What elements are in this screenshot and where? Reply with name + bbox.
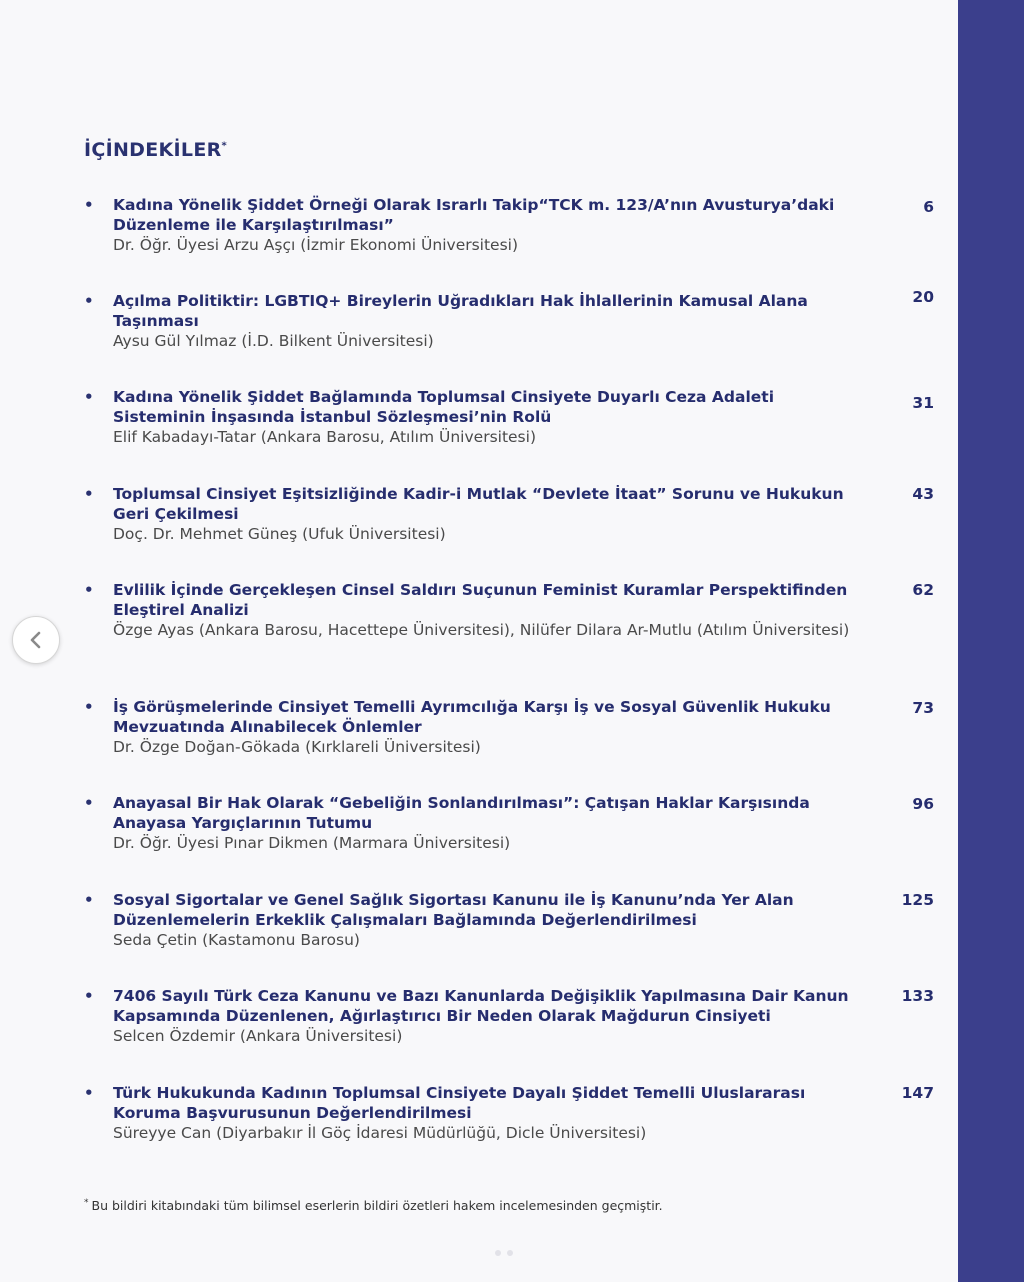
entry-author: Dr. Öğr. Üyesi Arzu Aşçı (İzmir Ekonomi Üniversitesi) [113, 236, 519, 254]
previous-slide-button[interactable] [12, 616, 60, 664]
entry-author: Özge Ayas (Ankara Barosu, Hacettepe Üniversitesi), Nilüfer Dilara Ar-Mutlu (Atılım Üniversitesi) [113, 621, 850, 639]
entry-author: Aysu Gül Yılmaz (İ.D. Bilkent Üniversitesi) [113, 332, 434, 350]
chevron-left-icon [26, 630, 46, 650]
entry-page-number: 43 [912, 485, 934, 503]
bullet-icon: • [84, 891, 94, 909]
bullet-icon: • [84, 794, 94, 812]
bullet-icon: • [84, 485, 94, 503]
entry-author: Süreyye Can (Diyarbakır İl Göç İdaresi Müdürlüğü, Dicle Üniversitesi) [113, 1124, 647, 1142]
entry-author: Doç. Dr. Mehmet Güneş (Ufuk Üniversitesi) [113, 525, 446, 543]
entry-title: Kadına Yönelik Şiddet Örneği Olarak Israrlı Takip“TCK m. 123/A’nın Avusturya’daki Düzenleme ile Karşılaştırılması” [113, 196, 835, 234]
bullet-icon: • [84, 581, 94, 599]
bullet-icon: • [84, 1084, 94, 1102]
footnote [84, 1193, 663, 1216]
entry-title: Türk Hukukunda Kadının Toplumsal Cinsiyete Dayalı Şiddet Temelli Uluslararası Koruma Başvurusunun Değerlendirilmesi [113, 1084, 806, 1122]
entry-title: Evlilik İçinde Gerçekleşen Cinsel Saldırı Suçunun Feminist Kuramlar Perspektifinden Eleştirel Analizi [113, 581, 848, 619]
entry-author: Seda Çetin (Kastamonu Barosu) [113, 931, 360, 949]
entry-title: Kadına Yönelik Şiddet Bağlamında Toplumsal Cinsiyete Duyarlı Ceza Adaleti Sisteminin İnşasında İstanbul Sözleşmesi’nin Rolü [113, 388, 775, 426]
entry-author: Selcen Özdemir (Ankara Üniversitesi) [113, 1027, 403, 1045]
entry-title: 7406 Sayılı Türk Ceza Kanunu ve Bazı Kanunlarda Değişiklik Yapılmasına Dair Kanun Kapsamında Düzenlenen, Ağırlaştırıcı Bir Neden Olarak Mağdurun Cinsiyeti [113, 987, 849, 1025]
entry-author: Elif Kabadayı-Tatar (Ankara Barosu, Atılım Üniversitesi) [113, 428, 536, 446]
entry-page-number: 62 [912, 581, 934, 599]
carousel-dots [495, 1250, 513, 1256]
entry-author: Dr. Öğr. Üyesi Pınar Dikmen (Marmara Üniversitesi) [113, 834, 511, 852]
entry-title: Açılma Politiktir: LGBTIQ+ Bireylerin Uğradıkları Hak İhlallerinin Kamusal Alana Taşınması [113, 292, 808, 330]
bullet-icon: • [84, 388, 94, 406]
page-title [84, 139, 227, 161]
entry-page-number: 31 [912, 394, 934, 412]
entry-page-number: 147 [901, 1084, 934, 1102]
page-title-text: İÇİNDEKİLER [84, 139, 222, 161]
entry-page-number: 6 [923, 198, 934, 216]
entry-title: Anayasal Bir Hak Olarak “Gebeliğin Sonlandırılması”: Çatışan Haklar Karşısında Anayasa Yargıçlarının Tutumu [113, 794, 810, 832]
bullet-icon: • [84, 196, 94, 214]
bullet-icon: • [84, 698, 94, 716]
footnote-mark: * [84, 1198, 89, 1208]
entry-title: Sosyal Sigortalar ve Genel Sağlık Sigortası Kanunu ile İş Kanunu’nda Yer Alan Düzenlemelerin Erkeklik Çalışmaları Bağlamında Değerlendirilmesi [113, 891, 794, 929]
side-color-band [958, 0, 1024, 1282]
entry-title: İş Görüşmelerinde Cinsiyet Temelli Ayrımcılığa Karşı İş ve Sosyal Güvenlik Hukuku Mevzuatında Alınabilecek Önlemler [113, 698, 831, 736]
entry-page-number: 133 [901, 987, 934, 1005]
bullet-icon: • [84, 987, 94, 1005]
entry-title: Toplumsal Cinsiyet Eşitsizliğinde Kadir-i Mutlak “Devlete İtaat” Sorunu ve Hukukun Geri Çekilmesi [113, 485, 844, 523]
bullet-icon: • [84, 292, 94, 310]
entry-page-number: 20 [912, 288, 934, 306]
entry-author: Dr. Özge Doğan-Gökada (Kırklareli Üniversitesi) [113, 738, 481, 756]
entry-page-number: 73 [912, 699, 934, 717]
carousel-dot[interactable] [507, 1250, 513, 1256]
entry-page-number: 125 [901, 891, 934, 909]
entry-page-number: 96 [912, 795, 934, 813]
title-footnote-mark: * [221, 140, 228, 152]
footnote-text: Bu bildiri kitabındaki tüm bilimsel eserlerin bildiri özetleri hakem incelemesinden geçmiştir. [91, 1198, 663, 1214]
carousel-dot[interactable] [495, 1250, 501, 1256]
